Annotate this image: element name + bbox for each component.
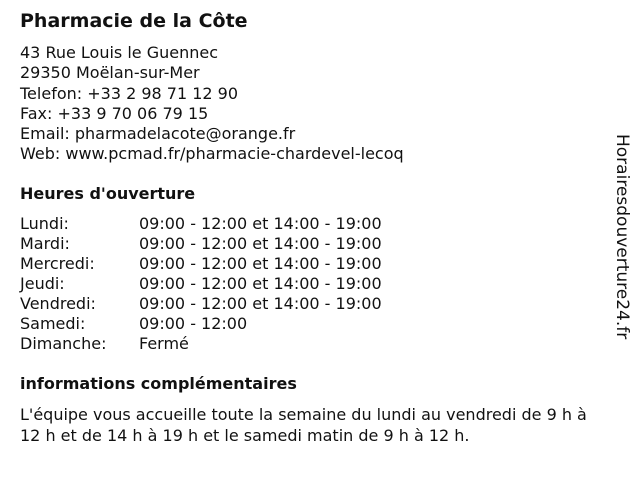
day-label: Mardi: — [20, 234, 70, 253]
day-label: Mercredi: — [20, 254, 95, 273]
address-line-1: 43 Rue Louis le Guennec — [20, 43, 219, 62]
brand-watermark: Horairesdouverture24.fr — [612, 134, 632, 340]
contact-block — [20, 43, 404, 165]
time-value: 09:00 - 12:00 et 14:00 - 19:00 — [139, 214, 382, 233]
address-line-2: 29350 Moëlan-sur-Mer — [20, 63, 200, 83]
hours-table — [20, 214, 382, 354]
fax-line: Fax: +33 9 70 06 79 15 — [20, 103, 209, 123]
time-value: 09:00 - 12:00 et 14:00 - 19:00 — [139, 234, 382, 253]
info-paragraph: L'équipe vous accueille toute la semaine du lundi au vendredi de 9 h à 12 h et de 14 h à 19 h et le samedi matin de 9 h à 12 h. — [20, 405, 587, 445]
web-line: Web: www.pcmad.fr/pharmacie-chardevel-lecoq — [20, 144, 404, 164]
day-label: Samedi: — [20, 314, 86, 333]
day-label: Vendredi: — [20, 294, 96, 313]
time-value: 09:00 - 12:00 et 14:00 - 19:00 — [139, 274, 382, 293]
hours-row-wednesday — [20, 254, 382, 274]
info-heading: informations complémentaires — [20, 374, 297, 393]
hours-row-sunday — [20, 334, 382, 354]
email-line: Email: pharmadelacote@orange.fr — [20, 124, 296, 144]
hours-row-saturday — [20, 314, 382, 334]
page-title: Pharmacie de la Côte — [20, 10, 248, 32]
time-value: Fermé — [139, 334, 189, 353]
hours-row-tuesday — [20, 234, 382, 254]
hours-row-friday — [20, 294, 382, 314]
time-value: 09:00 - 12:00 et 14:00 - 19:00 — [139, 294, 382, 313]
day-label: Lundi: — [20, 214, 69, 233]
day-label: Jeudi: — [20, 274, 65, 293]
hours-row-thursday — [20, 274, 382, 294]
hours-heading: Heures d'ouverture — [20, 184, 196, 203]
day-label: Dimanche: — [20, 334, 107, 353]
hours-row-monday — [20, 214, 382, 234]
time-value: 09:00 - 12:00 et 14:00 - 19:00 — [139, 254, 382, 273]
time-value: 09:00 - 12:00 — [139, 314, 248, 333]
phone-line: Telefon: +33 2 98 71 12 90 — [20, 83, 239, 103]
